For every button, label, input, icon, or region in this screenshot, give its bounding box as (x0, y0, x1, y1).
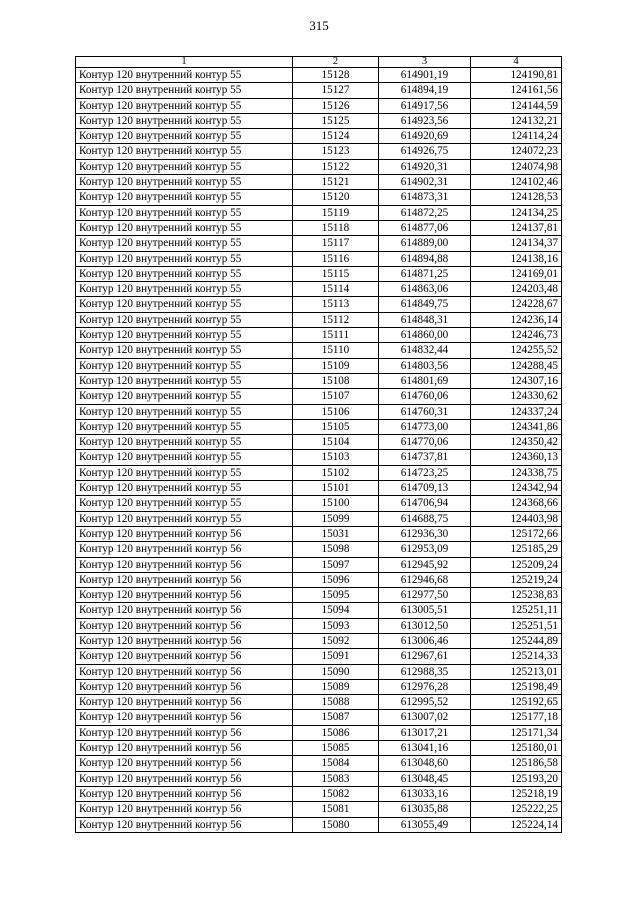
point-number-cell: 15092 (293, 633, 379, 648)
table-row (76, 725, 562, 740)
y-coordinate-cell: 124074,98 (471, 159, 562, 174)
point-number-cell: 15088 (293, 695, 379, 710)
y-coordinate-cell: 125213,01 (471, 664, 562, 679)
table-row (76, 205, 562, 220)
table-row (76, 526, 562, 541)
x-coordinate-cell: 614917,56 (379, 98, 471, 113)
contour-name-cell: Контур 120 внутренний контур 56 (76, 741, 293, 756)
table-row (76, 603, 562, 618)
y-coordinate-cell: 124360,13 (471, 450, 562, 465)
contour-name-cell: Контур 120 внутренний контур 55 (76, 220, 293, 235)
point-number-cell: 15113 (293, 297, 379, 312)
x-coordinate-cell: 612936,30 (379, 526, 471, 541)
point-number-cell: 15096 (293, 572, 379, 587)
y-coordinate-cell: 125177,18 (471, 710, 562, 725)
y-coordinate-cell: 125198,49 (471, 679, 562, 694)
point-number-cell: 15087 (293, 710, 379, 725)
table-row (76, 481, 562, 496)
column-header-1: 1 (76, 57, 293, 68)
point-number-cell: 15104 (293, 435, 379, 450)
y-coordinate-cell: 125171,34 (471, 725, 562, 740)
point-number-cell: 15123 (293, 144, 379, 159)
point-number-cell: 15105 (293, 419, 379, 434)
y-coordinate-cell: 124246,73 (471, 328, 562, 343)
x-coordinate-cell: 614872,25 (379, 205, 471, 220)
contour-name-cell: Контур 120 внутренний контур 55 (76, 297, 293, 312)
table-row (76, 98, 562, 113)
table-row (76, 633, 562, 648)
y-coordinate-cell: 124341,86 (471, 419, 562, 434)
table-row (76, 68, 562, 83)
x-coordinate-cell: 613017,21 (379, 725, 471, 740)
x-coordinate-cell: 614737,81 (379, 450, 471, 465)
contour-name-cell: Контур 120 внутренний контур 55 (76, 236, 293, 251)
table-row (76, 572, 562, 587)
y-coordinate-cell: 125180,01 (471, 741, 562, 756)
contour-name-cell: Контур 120 внутренний контур 56 (76, 771, 293, 786)
contour-name-cell: Контур 120 внутренний контур 55 (76, 205, 293, 220)
x-coordinate-cell: 614709,13 (379, 481, 471, 496)
x-coordinate-cell: 614863,06 (379, 282, 471, 297)
point-number-cell: 15107 (293, 389, 379, 404)
x-coordinate-cell: 614723,25 (379, 465, 471, 480)
contour-name-cell: Контур 120 внутренний контур 55 (76, 343, 293, 358)
table-row (76, 664, 562, 679)
contour-name-cell: Контур 120 внутренний контур 56 (76, 679, 293, 694)
x-coordinate-cell: 614873,31 (379, 190, 471, 205)
point-number-cell: 15103 (293, 450, 379, 465)
x-coordinate-cell: 613041,16 (379, 741, 471, 756)
x-coordinate-cell: 614848,31 (379, 312, 471, 327)
table-row (76, 756, 562, 771)
point-number-cell: 15091 (293, 649, 379, 664)
x-coordinate-cell: 614760,06 (379, 389, 471, 404)
y-coordinate-cell: 124307,16 (471, 373, 562, 388)
contour-name-cell: Контур 120 внутренний контур 55 (76, 435, 293, 450)
point-number-cell: 15095 (293, 588, 379, 603)
point-number-cell: 15114 (293, 282, 379, 297)
contour-name-cell: Контур 120 внутренний контур 55 (76, 98, 293, 113)
y-coordinate-cell: 125193,20 (471, 771, 562, 786)
table-row (76, 435, 562, 450)
point-number-cell: 15126 (293, 98, 379, 113)
point-number-cell: 15084 (293, 756, 379, 771)
table-row (76, 450, 562, 465)
x-coordinate-cell: 614920,31 (379, 159, 471, 174)
y-coordinate-cell: 124138,16 (471, 251, 562, 266)
contour-name-cell: Контур 120 внутренний контур 55 (76, 190, 293, 205)
table-row (76, 144, 562, 159)
y-coordinate-cell: 125251,11 (471, 603, 562, 618)
contour-name-cell: Контур 120 внутренний контур 56 (76, 725, 293, 740)
x-coordinate-cell: 612953,09 (379, 542, 471, 557)
point-number-cell: 15098 (293, 542, 379, 557)
table-row (76, 465, 562, 480)
point-number-cell: 15082 (293, 786, 379, 801)
x-coordinate-cell: 613007,02 (379, 710, 471, 725)
contour-name-cell: Контур 120 внутренний контур 56 (76, 817, 293, 832)
y-coordinate-cell: 125192,65 (471, 695, 562, 710)
contour-name-cell: Контур 120 внутренний контур 56 (76, 588, 293, 603)
y-coordinate-cell: 125251,51 (471, 618, 562, 633)
contour-name-cell: Контур 120 внутренний контур 55 (76, 511, 293, 526)
x-coordinate-cell: 614894,88 (379, 251, 471, 266)
y-coordinate-cell: 125186,58 (471, 756, 562, 771)
table-row (76, 419, 562, 434)
contour-name-cell: Контур 120 внутренний контур 56 (76, 664, 293, 679)
coordinates-table (75, 56, 562, 833)
table-row (76, 618, 562, 633)
y-coordinate-cell: 124368,66 (471, 496, 562, 511)
table-row (76, 786, 562, 801)
page-number: 315 (309, 18, 329, 33)
contour-name-cell: Контур 120 внутренний контур 55 (76, 328, 293, 343)
x-coordinate-cell: 612967,61 (379, 649, 471, 664)
y-coordinate-cell: 124128,53 (471, 190, 562, 205)
x-coordinate-cell: 613012,50 (379, 618, 471, 633)
x-coordinate-cell: 614849,75 (379, 297, 471, 312)
point-number-cell: 15097 (293, 557, 379, 572)
column-header-4: 4 (471, 57, 562, 68)
table-row (76, 588, 562, 603)
table-row (76, 373, 562, 388)
contour-name-cell: Контур 120 внутренний контур 55 (76, 404, 293, 419)
y-coordinate-cell: 124134,25 (471, 205, 562, 220)
y-coordinate-cell: 125244,89 (471, 633, 562, 648)
contour-name-cell: Контур 120 внутренний контур 55 (76, 450, 293, 465)
table-row (76, 266, 562, 281)
y-coordinate-cell: 125209,24 (471, 557, 562, 572)
point-number-cell: 15083 (293, 771, 379, 786)
x-coordinate-cell: 613055,49 (379, 817, 471, 832)
x-coordinate-cell: 612945,92 (379, 557, 471, 572)
x-coordinate-cell: 614923,56 (379, 113, 471, 128)
table-row (76, 404, 562, 419)
x-coordinate-cell: 614871,25 (379, 266, 471, 281)
point-number-cell: 15108 (293, 373, 379, 388)
x-coordinate-cell: 613035,88 (379, 802, 471, 817)
table-row (76, 297, 562, 312)
x-coordinate-cell: 614926,75 (379, 144, 471, 159)
point-number-cell: 15093 (293, 618, 379, 633)
y-coordinate-cell: 124190,81 (471, 68, 562, 83)
point-number-cell: 15031 (293, 526, 379, 541)
table-row (76, 511, 562, 526)
point-number-cell: 15110 (293, 343, 379, 358)
x-coordinate-cell: 612988,35 (379, 664, 471, 679)
column-header-2: 2 (293, 57, 379, 68)
x-coordinate-cell: 614832,44 (379, 343, 471, 358)
x-coordinate-cell: 614801,69 (379, 373, 471, 388)
y-coordinate-cell: 124350,42 (471, 435, 562, 450)
x-coordinate-cell: 614706,94 (379, 496, 471, 511)
contour-name-cell: Контур 120 внутренний контур 55 (76, 68, 293, 83)
x-coordinate-cell: 614860,00 (379, 328, 471, 343)
table-row (76, 282, 562, 297)
table-row (76, 817, 562, 832)
contour-name-cell: Контур 120 внутренний контур 56 (76, 526, 293, 541)
y-coordinate-cell: 124137,81 (471, 220, 562, 235)
point-number-cell: 15116 (293, 251, 379, 266)
x-coordinate-cell: 613006,46 (379, 633, 471, 648)
point-number-cell: 15101 (293, 481, 379, 496)
y-coordinate-cell: 124114,24 (471, 129, 562, 144)
x-coordinate-cell: 614688,75 (379, 511, 471, 526)
point-number-cell: 15112 (293, 312, 379, 327)
contour-name-cell: Контур 120 внутренний контур 55 (76, 465, 293, 480)
y-coordinate-cell: 125172,66 (471, 526, 562, 541)
table-row (76, 695, 562, 710)
y-coordinate-cell: 125222,25 (471, 802, 562, 817)
point-number-cell: 15100 (293, 496, 379, 511)
point-number-cell: 15094 (293, 603, 379, 618)
column-header-3: 3 (379, 57, 471, 68)
y-coordinate-cell: 124169,01 (471, 266, 562, 281)
y-coordinate-cell: 124228,67 (471, 297, 562, 312)
table-row (76, 83, 562, 98)
point-number-cell: 15106 (293, 404, 379, 419)
table-row (76, 129, 562, 144)
point-number-cell: 15121 (293, 175, 379, 190)
contour-name-cell: Контур 120 внутренний контур 55 (76, 159, 293, 174)
table-row (76, 741, 562, 756)
table-row (76, 312, 562, 327)
contour-name-cell: Контур 120 внутренний контур 55 (76, 481, 293, 496)
point-number-cell: 15127 (293, 83, 379, 98)
x-coordinate-cell: 614894,19 (379, 83, 471, 98)
x-coordinate-cell: 614760,31 (379, 404, 471, 419)
point-number-cell: 15118 (293, 220, 379, 235)
point-number-cell: 15128 (293, 68, 379, 83)
table-row (76, 159, 562, 174)
table-row (76, 542, 562, 557)
contour-name-cell: Контур 120 внутренний контур 55 (76, 113, 293, 128)
contour-name-cell: Контур 120 внутренний контур 55 (76, 266, 293, 281)
x-coordinate-cell: 614877,06 (379, 220, 471, 235)
table-row (76, 389, 562, 404)
y-coordinate-cell: 125185,29 (471, 542, 562, 557)
contour-name-cell: Контур 120 внутренний контур 56 (76, 786, 293, 801)
x-coordinate-cell: 613048,60 (379, 756, 471, 771)
y-coordinate-cell: 124342,94 (471, 481, 562, 496)
table-row (76, 343, 562, 358)
contour-name-cell: Контур 120 внутренний контур 55 (76, 129, 293, 144)
point-number-cell: 15085 (293, 741, 379, 756)
contour-name-cell: Контур 120 внутренний контур 55 (76, 358, 293, 373)
y-coordinate-cell: 124102,46 (471, 175, 562, 190)
x-coordinate-cell: 613033,16 (379, 786, 471, 801)
contour-name-cell: Контур 120 внутренний контур 55 (76, 144, 293, 159)
table-row (76, 251, 562, 266)
x-coordinate-cell: 614889,00 (379, 236, 471, 251)
point-number-cell: 15080 (293, 817, 379, 832)
contour-name-cell: Контур 120 внутренний контур 55 (76, 312, 293, 327)
contour-name-cell: Контур 120 внутренний контур 56 (76, 710, 293, 725)
contour-name-cell: Контур 120 внутренний контур 55 (76, 389, 293, 404)
contour-name-cell: Контур 120 внутренний контур 56 (76, 756, 293, 771)
y-coordinate-cell: 124337,24 (471, 404, 562, 419)
contour-name-cell: Контур 120 внутренний контур 56 (76, 802, 293, 817)
table-row (76, 710, 562, 725)
table-row (76, 358, 562, 373)
y-coordinate-cell: 124330,62 (471, 389, 562, 404)
table-row (76, 328, 562, 343)
x-coordinate-cell: 613048,45 (379, 771, 471, 786)
x-coordinate-cell: 614803,56 (379, 358, 471, 373)
y-coordinate-cell: 125224,14 (471, 817, 562, 832)
x-coordinate-cell: 614902,31 (379, 175, 471, 190)
x-coordinate-cell: 614901,19 (379, 68, 471, 83)
contour-name-cell: Контур 120 внутренний контур 55 (76, 282, 293, 297)
point-number-cell: 15090 (293, 664, 379, 679)
point-number-cell: 15122 (293, 159, 379, 174)
x-coordinate-cell: 612977,50 (379, 588, 471, 603)
table-row (76, 771, 562, 786)
point-number-cell: 15117 (293, 236, 379, 251)
y-coordinate-cell: 124255,52 (471, 343, 562, 358)
contour-name-cell: Контур 120 внутренний контур 55 (76, 175, 293, 190)
contour-name-cell: Контур 120 внутренний контур 56 (76, 695, 293, 710)
y-coordinate-cell: 125238,83 (471, 588, 562, 603)
contour-name-cell: Контур 120 внутренний контур 55 (76, 496, 293, 511)
point-number-cell: 15102 (293, 465, 379, 480)
contour-name-cell: Контур 120 внутренний контур 55 (76, 373, 293, 388)
contour-name-cell: Контур 120 внутренний контур 56 (76, 557, 293, 572)
point-number-cell: 15119 (293, 205, 379, 220)
x-coordinate-cell: 614920,69 (379, 129, 471, 144)
y-coordinate-cell: 125219,24 (471, 572, 562, 587)
y-coordinate-cell: 124132,21 (471, 113, 562, 128)
contour-name-cell: Контур 120 внутренний контур 56 (76, 618, 293, 633)
x-coordinate-cell: 612976,28 (379, 679, 471, 694)
contour-name-cell: Контур 120 внутренний контур 55 (76, 419, 293, 434)
table-row (76, 175, 562, 190)
table-row (76, 557, 562, 572)
x-coordinate-cell: 612946,68 (379, 572, 471, 587)
y-coordinate-cell: 124236,14 (471, 312, 562, 327)
y-coordinate-cell: 125218,19 (471, 786, 562, 801)
contour-name-cell: Контур 120 внутренний контур 56 (76, 603, 293, 618)
table-row (76, 190, 562, 205)
point-number-cell: 15111 (293, 328, 379, 343)
table-header-row (76, 57, 562, 68)
table-row (76, 679, 562, 694)
y-coordinate-cell: 124161,56 (471, 83, 562, 98)
contour-name-cell: Контур 120 внутренний контур 55 (76, 83, 293, 98)
point-number-cell: 15086 (293, 725, 379, 740)
y-coordinate-cell: 124134,37 (471, 236, 562, 251)
point-number-cell: 15120 (293, 190, 379, 205)
y-coordinate-cell: 124403,98 (471, 511, 562, 526)
point-number-cell: 15099 (293, 511, 379, 526)
point-number-cell: 15125 (293, 113, 379, 128)
table-row (76, 236, 562, 251)
contour-name-cell: Контур 120 внутренний контур 56 (76, 649, 293, 664)
x-coordinate-cell: 614770,06 (379, 435, 471, 450)
contour-name-cell: Контур 120 внутренний контур 55 (76, 251, 293, 266)
contour-name-cell: Контур 120 внутренний контур 56 (76, 633, 293, 648)
table-row (76, 496, 562, 511)
y-coordinate-cell: 124144,59 (471, 98, 562, 113)
table-row (76, 649, 562, 664)
table-row (76, 113, 562, 128)
point-number-cell: 15081 (293, 802, 379, 817)
table-row (76, 802, 562, 817)
point-number-cell: 15124 (293, 129, 379, 144)
contour-name-cell: Контур 120 внутренний контур 56 (76, 542, 293, 557)
y-coordinate-cell: 124288,45 (471, 358, 562, 373)
table-row (76, 220, 562, 235)
y-coordinate-cell: 124203,48 (471, 282, 562, 297)
y-coordinate-cell: 124338,75 (471, 465, 562, 480)
point-number-cell: 15109 (293, 358, 379, 373)
y-coordinate-cell: 124072,23 (471, 144, 562, 159)
point-number-cell: 15089 (293, 679, 379, 694)
x-coordinate-cell: 614773,00 (379, 419, 471, 434)
point-number-cell: 15115 (293, 266, 379, 281)
x-coordinate-cell: 613005,51 (379, 603, 471, 618)
y-coordinate-cell: 125214,33 (471, 649, 562, 664)
x-coordinate-cell: 612995,52 (379, 695, 471, 710)
contour-name-cell: Контур 120 внутренний контур 56 (76, 572, 293, 587)
